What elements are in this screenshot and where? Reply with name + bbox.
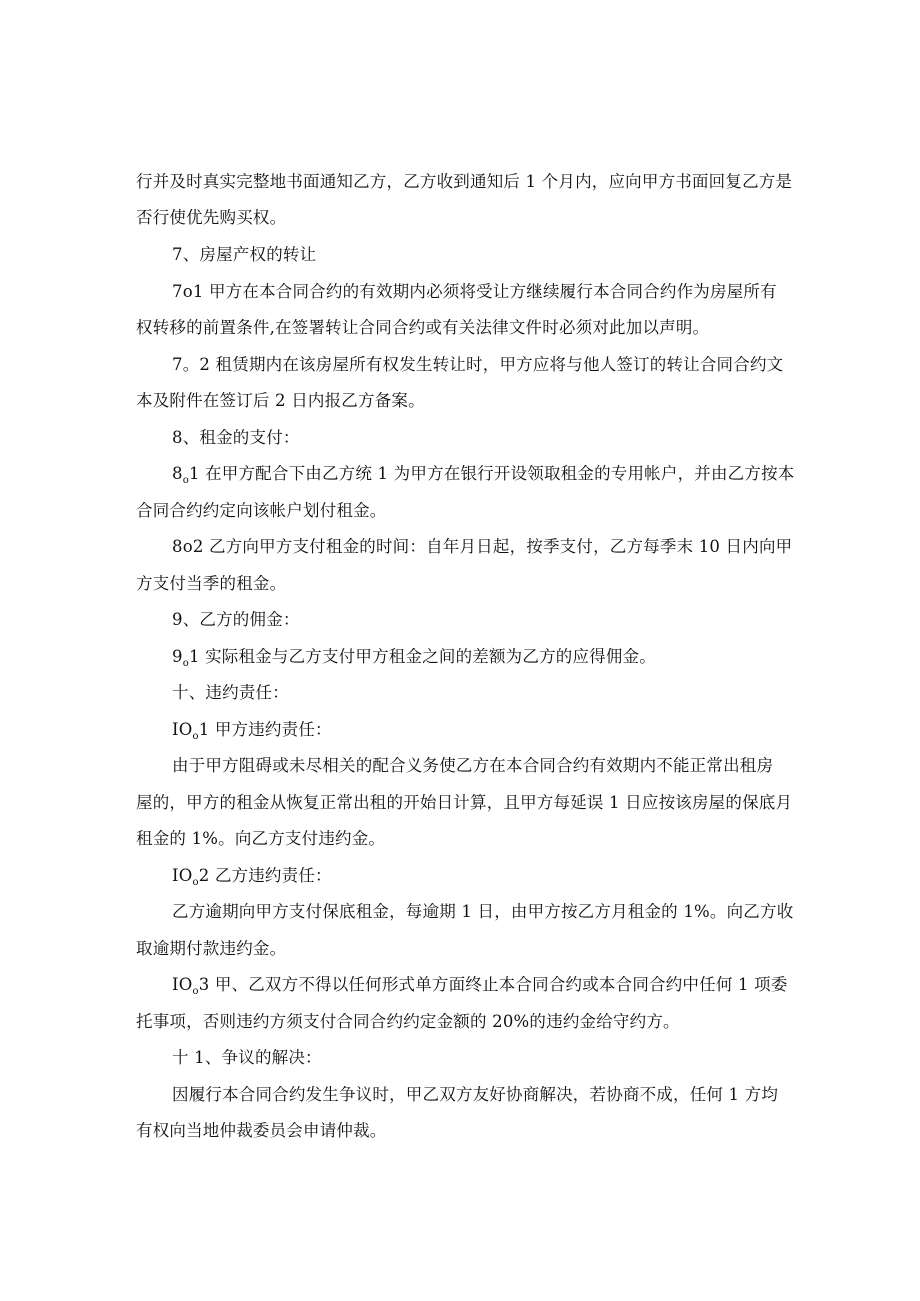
text-line — [172, 974, 788, 999]
clause-text: 1 在甲方配合下由乙方统 1 为甲方在银行开设领取租金的专用帐户，并由乙方按本 — [188, 464, 795, 483]
text-line — [172, 719, 332, 744]
clause-number: IO — [172, 720, 193, 739]
text-line: 权转移的前置条件,在签署转让合同合约或有关法律文件时必须对此加以声明。 — [136, 318, 710, 337]
text-line — [172, 646, 656, 671]
section-heading-7: 7、房屋产权的转让 — [172, 245, 317, 264]
text-line: 因履行本合同合约发生争议时，甲乙双方友好协商解决，若协商不成，任何 1 方均 — [172, 1085, 779, 1104]
text-line: 方支付当季的租金。 — [136, 574, 287, 593]
text-line: 由于甲方阻碍或未尽相关的配合义务使乙方在本合同合约有效期内不能正常出租房 — [172, 756, 774, 775]
text-line: 乙方逾期向甲方支付保底租金，每逾期 1 日，由甲方按乙方月租金的 1%。向乙方收 — [172, 902, 794, 921]
text-line: 8o2 乙方向甲方支付租金的时间：自年月日起，按季支付，乙方每季末 10 日内向甲 — [172, 537, 793, 556]
text-line: 合同合约约定向该帐户划付租金。 — [136, 501, 387, 520]
section-heading-11: 十 1、争议的解决： — [172, 1048, 322, 1067]
clause-number: 8 — [172, 464, 183, 483]
text-line: 屋的，甲方的租金从恢复正常出租的开始日计算，且甲方每延误 1 日应按该房屋的保底月 — [136, 793, 793, 812]
text-line: 行并及时真实完整地书面通知乙方，乙方收到通知后 1 个月内，应向甲方书面回复乙方是 — [136, 172, 793, 191]
text-line: 租金的 1%。向乙方支付违约金。 — [136, 829, 386, 848]
clause-separator: o — [182, 658, 189, 669]
text-line: 否行使优先购买权。 — [136, 208, 287, 227]
clause-text: 3 甲、乙双方不得以任何形式单方面终止本合同合约或本合同合约中任何 1 项委 — [198, 975, 788, 994]
text-line: 取逾期付款违约金。 — [136, 939, 287, 958]
clause-separator: o — [192, 877, 199, 888]
text-line: 托事项，否则违约方须支付合同合约约定金额的 20%的违约金给守约方。 — [136, 1012, 680, 1031]
text-line — [172, 463, 794, 488]
section-heading-10: 十、违约责任： — [172, 683, 289, 702]
clause-separator: o — [182, 475, 189, 486]
clause-number: IO — [172, 975, 193, 994]
clause-text: 1 甲方违约责任： — [198, 720, 332, 739]
section-heading-8: 8、租金的支付： — [172, 428, 300, 447]
clause-separator: o — [192, 986, 199, 997]
text-line — [172, 865, 332, 890]
clause-text: 2 乙方违约责任： — [198, 866, 332, 885]
clause-separator: o — [192, 731, 199, 742]
section-heading-9: 9、乙方的佣金： — [172, 610, 300, 629]
text-line: 7。2 租赁期内在该房屋所有权发生转让时，甲方应将与他人签订的转让合同合约文 — [172, 355, 784, 374]
text-line: 有权向当地仲裁委员会申请仲裁。 — [136, 1121, 387, 1140]
text-line: 7o1 甲方在本合同合约的有效期内必须将受让方继续履行本合同合约作为房屋所有 — [172, 282, 777, 301]
clause-text: 1 实际租金与乙方支付甲方租金之间的差额为乙方的应得佣金。 — [188, 647, 656, 666]
clause-number: 9 — [172, 647, 183, 666]
text-line: 本及附件在签订后 2 日内报乙方备案。 — [136, 391, 425, 410]
clause-number: IO — [172, 866, 193, 885]
